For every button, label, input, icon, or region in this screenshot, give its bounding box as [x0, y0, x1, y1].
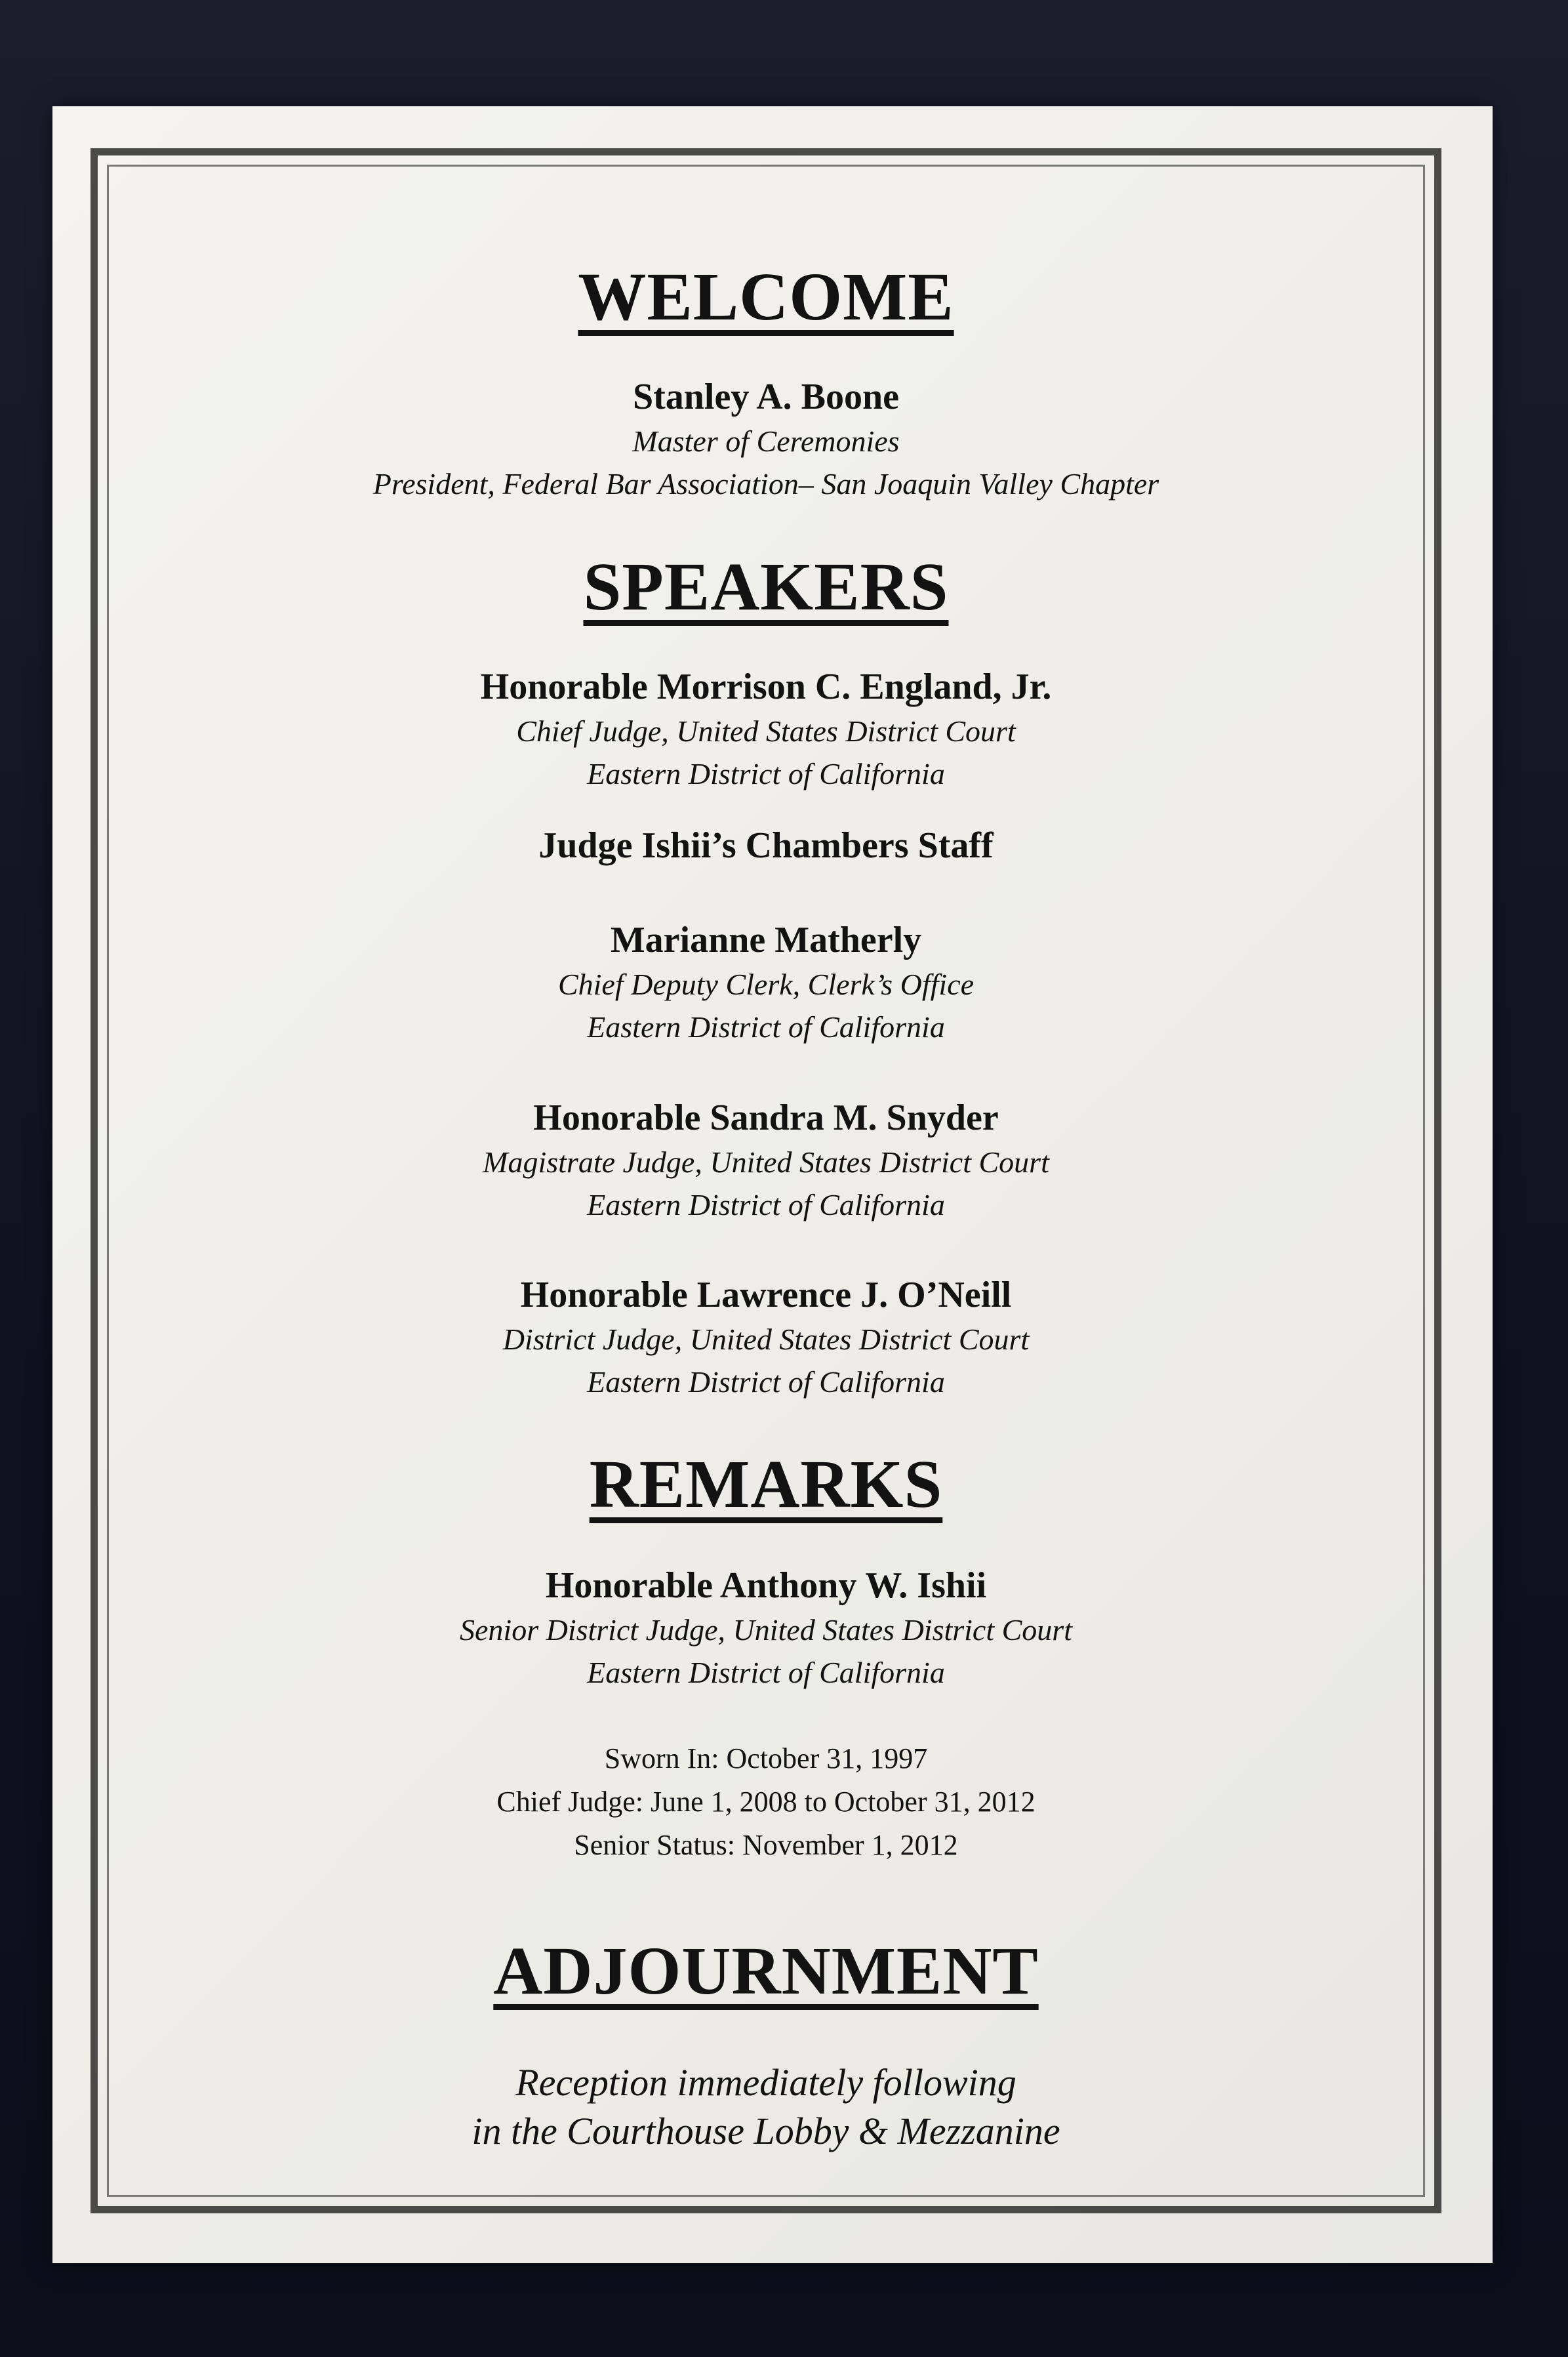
honoree-district: Eastern District of California [587, 1656, 945, 1690]
speaker-name: Judge Ishii’s Chambers Staff [538, 825, 994, 866]
speaker-entry [90, 1095, 1441, 1227]
speaker-name: Honorable Lawrence J. O’Neill [520, 1275, 1012, 1315]
speaker-name: Marianne Matherly [610, 920, 922, 960]
reception-line-1: Reception immediately following [515, 2061, 1016, 2104]
sworn-in-date: Sworn In: October 31, 1997 [604, 1742, 928, 1774]
speaker-title: District Judge, United States District Court [502, 1322, 1030, 1356]
speaker-title: Magistrate Judge, United States District Court [483, 1145, 1049, 1179]
adjournment-section [90, 1934, 1441, 2009]
chief-judge-dates: Chief Judge: June 1, 2008 to October 31, 2012 [496, 1786, 1035, 1818]
speaker-entry [90, 917, 1441, 1049]
speaker-district: Eastern District of California [587, 1365, 945, 1399]
speaker-entry [90, 1272, 1441, 1404]
master-of-ceremonies-name: Stanley A. Boone [632, 377, 900, 417]
speaker-title: Chief Judge, United States District Court [516, 714, 1016, 748]
honoree-title: Senior District Judge, United States District Court [460, 1613, 1072, 1647]
reception-note [90, 2059, 1441, 2156]
senior-status-date: Senior Status: November 1, 2012 [574, 1829, 958, 1861]
remarks-speaker [90, 1563, 1441, 1694]
speaker-title: Chief Deputy Clerk, Clerk’s Office [557, 968, 975, 1001]
speakers-section [90, 550, 1441, 625]
remarks-section [90, 1447, 1441, 1522]
speaker-district: Eastern District of California [587, 757, 945, 791]
speaker-entry [90, 823, 1441, 869]
welcome-details [90, 374, 1441, 506]
speaker-district: Eastern District of California [587, 1010, 945, 1044]
welcome-section [90, 260, 1441, 335]
welcome-heading: WELCOME [578, 259, 954, 335]
honoree-name: Honorable Anthony W. Ishii [545, 1565, 987, 1606]
speakers-heading: SPEAKERS [583, 549, 949, 625]
speaker-entry [90, 664, 1441, 796]
remarks-heading: REMARKS [589, 1446, 943, 1522]
speaker-name: Honorable Sandra M. Snyder [533, 1097, 999, 1138]
speaker-district: Eastern District of California [587, 1188, 945, 1222]
master-of-ceremonies-title: Master of Ceremonies [632, 424, 900, 458]
speaker-name: Honorable Morrison C. England, Jr. [480, 666, 1052, 707]
program-sheet [52, 106, 1493, 2263]
master-of-ceremonies-affiliation: President, Federal Bar Association– San Joaquin Valley Chapter [372, 467, 1159, 501]
reception-line-2: in the Courthouse Lobby & Mezzanine [472, 2110, 1060, 2153]
service-dates [90, 1737, 1441, 1867]
adjournment-heading: ADJOURNMENT [493, 1933, 1039, 2009]
